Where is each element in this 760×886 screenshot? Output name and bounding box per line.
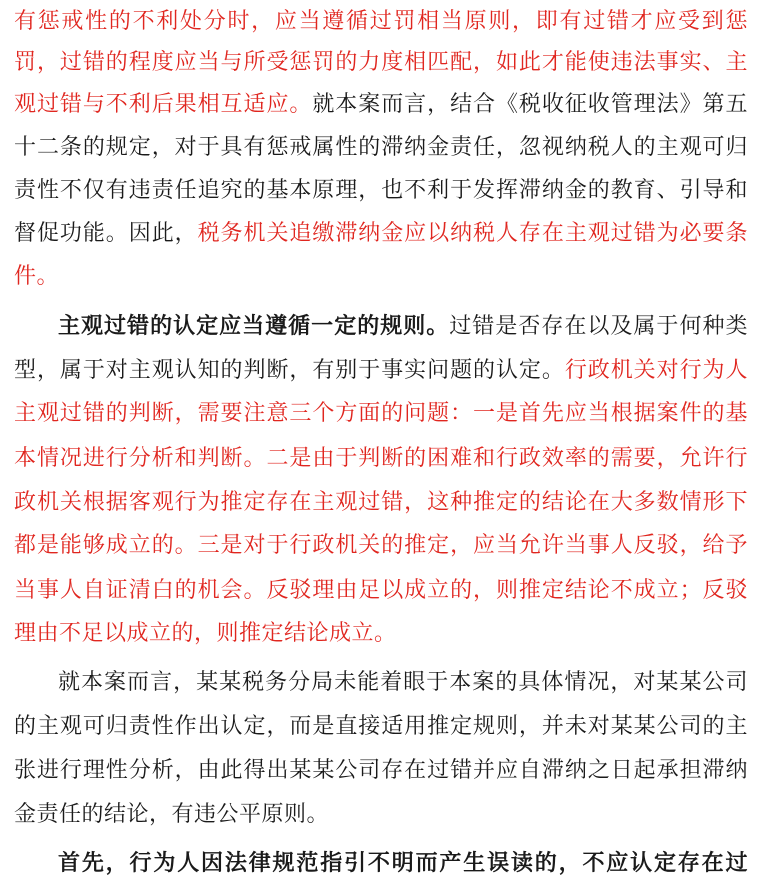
text-line: [14, 793, 748, 837]
highlighted-text: 有惩戒性的不利处分时，应当遵循过罚相当原则，即有过错才应受到惩: [14, 9, 748, 34]
body-text: 过错是否存在以及属于何种类: [449, 314, 748, 339]
text-line: [14, 126, 748, 170]
body-text: 的主观可归责性作出认定，而是直接适用推定规则，并未对某某公司的主: [14, 714, 748, 739]
body-text: 张进行理性分析，由此得出某某公司存在过错并应自滞纳之日起承担滞纳: [14, 758, 748, 783]
text-line: [14, 212, 748, 256]
text-line: [14, 705, 748, 749]
highlighted-text: 行政机关对行为人: [564, 358, 748, 383]
text-line: [14, 349, 748, 393]
text-line: [58, 842, 748, 886]
body-text: 十二条的规定，对于具有惩戒属性的滞纳金责任，忽视纳税人的主观可归: [14, 135, 748, 160]
bold-heading-text: 主观过错的认定应当遵循一定的规则。: [58, 314, 450, 339]
text-line: [14, 83, 748, 127]
text-line: [58, 661, 748, 705]
text-line: [14, 524, 748, 568]
text-line: [14, 569, 748, 613]
text-line: [14, 0, 748, 44]
text-line: [14, 749, 748, 793]
bold-heading-text: 首先，行为人因法律规范指引不明而产生误读的，不应认定存在过: [58, 851, 748, 876]
highlighted-text: 政机关根据客观行为推定存在主观过错，这种推定的结论在大多数情形下: [14, 490, 748, 515]
text-line: [14, 169, 748, 213]
highlighted-text: 主观过错的判断，需要注意三个方面的问题：一是首先应当根据案件的基: [14, 401, 748, 426]
body-text: 型，属于对主观认知的判断，有别于事实问题的认定。: [14, 358, 565, 383]
highlighted-text: 观过错与不利后果相互适应。: [14, 92, 313, 117]
body-text: 金责任的结论，有违公平原则。: [14, 802, 330, 827]
text-line: [14, 481, 748, 525]
highlighted-text: 当事人自证清白的机会。反驳理由足以成立的，则推定结论不成立；反驳: [14, 578, 748, 603]
highlighted-text: 罚，过错的程度应当与所受惩罚的力度相匹配，如此才能使违法事实、主: [14, 50, 748, 75]
text-line: [58, 305, 748, 349]
highlighted-text: 税务机关追缴滞纳金应以纳税人存在主观过错为必要条: [197, 221, 748, 246]
highlighted-text: 都是能够成立的。三是对于行政机关的推定，应当允许当事人反驳，给予: [14, 533, 748, 558]
text-line: [14, 41, 748, 85]
text-line: [14, 612, 748, 656]
body-text: 就本案而言，某某税务分局未能着眼于本案的具体情况，对某某公司: [58, 670, 748, 695]
text-line: [14, 392, 748, 436]
text-line: [14, 255, 748, 299]
highlighted-text: 件。: [14, 264, 60, 289]
highlighted-text: 本情况进行分析和判断。二是由于判断的困难和行政效率的需要，允许行: [14, 446, 748, 471]
body-text: 督促功能。因此，: [14, 221, 198, 246]
body-text: 就本案而言，结合《税收征收管理法》第五: [312, 92, 748, 117]
text-line: [14, 437, 748, 481]
body-text: 责性不仅有违责任追究的基本原理，也不利于发挥滞纳金的教育、引导和: [14, 178, 748, 203]
highlighted-text: 理由不足以成立的，则推定结论成立。: [14, 621, 397, 646]
